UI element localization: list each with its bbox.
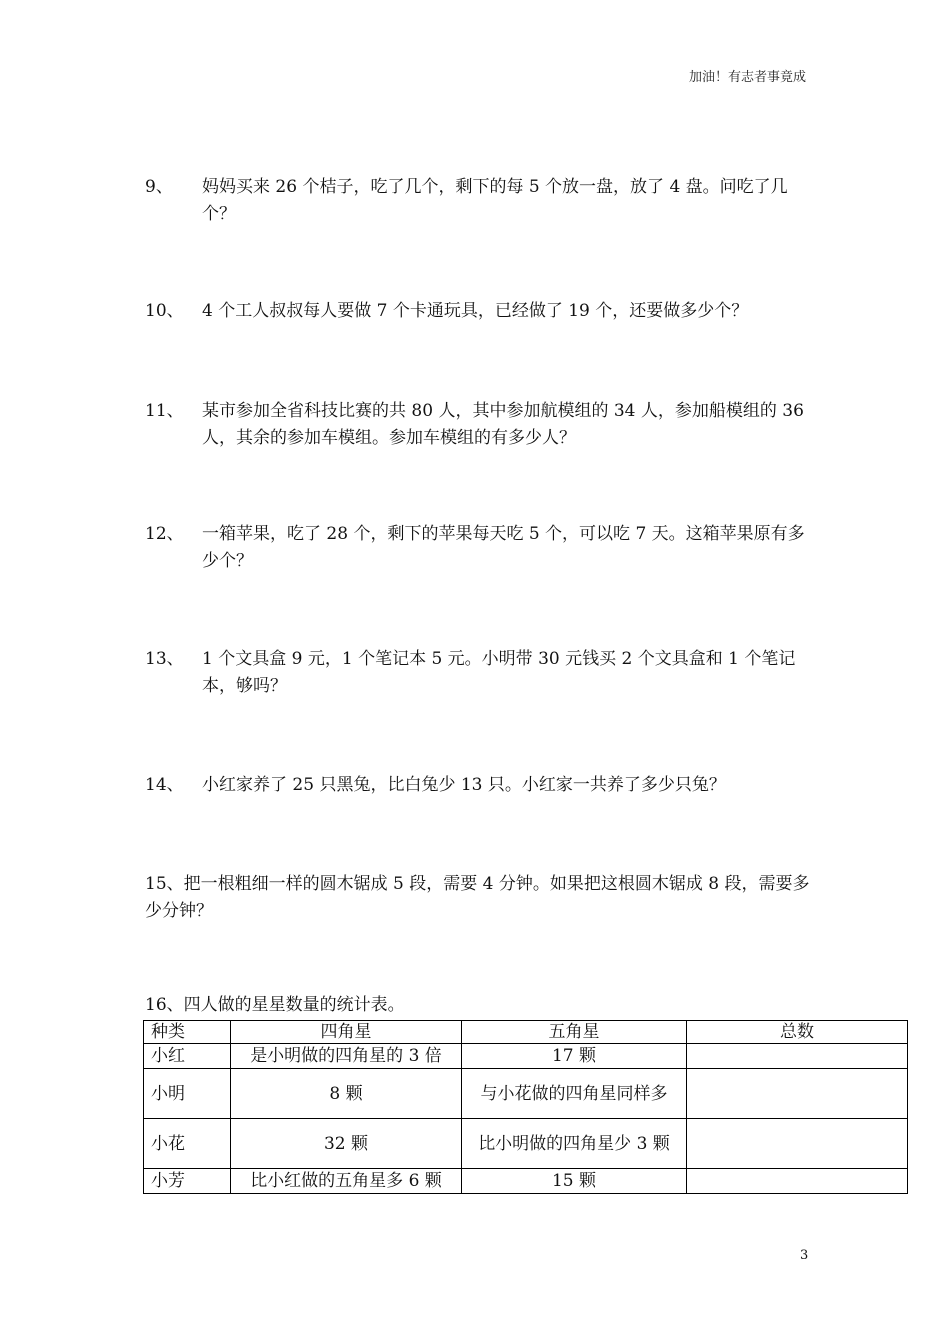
- question-number: 12、: [145, 524, 184, 544]
- table-cell: [687, 1119, 908, 1169]
- table-row: [144, 1044, 908, 1069]
- question-15: 15、把一根粗细一样的圆木锯成 5 段，需要 4 分钟。如果把这根圆木锯成 8 段，需要多少分钟？: [145, 874, 810, 921]
- question-10: [145, 298, 810, 325]
- table-cell: 比小明做的四角星少 3 颗: [462, 1119, 687, 1169]
- question-16-title: 16、四人做的星星数量的统计表。: [145, 995, 405, 1015]
- table-cell: 8 颗: [231, 1069, 462, 1119]
- question-13: [145, 646, 810, 700]
- header-cell: 四角星: [231, 1021, 462, 1044]
- table-row: [144, 1169, 908, 1194]
- table-cell: 15 颗: [462, 1169, 687, 1194]
- question-number: 13、: [145, 649, 184, 669]
- table-cell: 比小红做的五角星多 6 颗: [231, 1169, 462, 1194]
- page-number: 3: [800, 1248, 809, 1263]
- question-number: 9、: [145, 177, 173, 197]
- table-header-row: [144, 1021, 908, 1044]
- table-cell: 小花: [144, 1119, 231, 1169]
- table-cell: 17 颗: [462, 1044, 687, 1069]
- question-14: [145, 772, 810, 799]
- table-cell: 小芳: [144, 1169, 231, 1194]
- question-9: [145, 174, 810, 228]
- table-cell: 小红: [144, 1044, 231, 1069]
- question-text: 妈妈买来 26 个桔子，吃了几个，剩下的每 5 个放一盘，放了 4 盘。问吃了几个？: [202, 177, 788, 224]
- question-text: 小红家养了 25 只黑兔，比白兔少 13 只。小红家一共养了多少只兔？: [202, 775, 726, 795]
- table-row: [144, 1069, 908, 1119]
- table-cell: [687, 1069, 908, 1119]
- header-motto: 加油！有志者事竟成: [688, 70, 806, 85]
- table-cell: [687, 1169, 908, 1194]
- question-number: 14、: [145, 775, 184, 795]
- question-number: 10、: [145, 301, 184, 321]
- header-cell: 种类: [144, 1021, 231, 1044]
- question-text: 某市参加全省科技比赛的共 80 人，其中参加航模组的 34 人，参加船模组的 36 人，其余的参加车模组。参加车模组的有多少人？: [202, 401, 804, 448]
- table-cell: 与小花做的四角星同样多: [462, 1069, 687, 1119]
- question-11: [145, 398, 810, 452]
- table-row: [144, 1119, 908, 1169]
- table-cell: [687, 1044, 908, 1069]
- table-cell: 小明: [144, 1069, 231, 1119]
- question-text: 1 个文具盒 9 元，1 个笔记本 5 元。小明带 30 元钱买 2 个文具盒和 1 个笔记本，够吗？: [202, 649, 796, 696]
- question-number: 11、: [145, 401, 184, 421]
- header-cell: 总数: [687, 1021, 908, 1044]
- question-text: 一箱苹果，吃了 28 个，剩下的苹果每天吃 5 个，可以吃 7 天。这箱苹果原有多少个？: [202, 524, 805, 571]
- table-cell: 32 颗: [231, 1119, 462, 1169]
- question-text: 4 个工人叔叔每人要做 7 个卡通玩具，已经做了 19 个，还要做多少个？: [202, 301, 749, 321]
- stats-table: [143, 1020, 908, 1194]
- table-cell: 是小明做的四角星的 3 倍: [231, 1044, 462, 1069]
- question-12: [145, 521, 810, 575]
- header-cell: 五角星: [462, 1021, 687, 1044]
